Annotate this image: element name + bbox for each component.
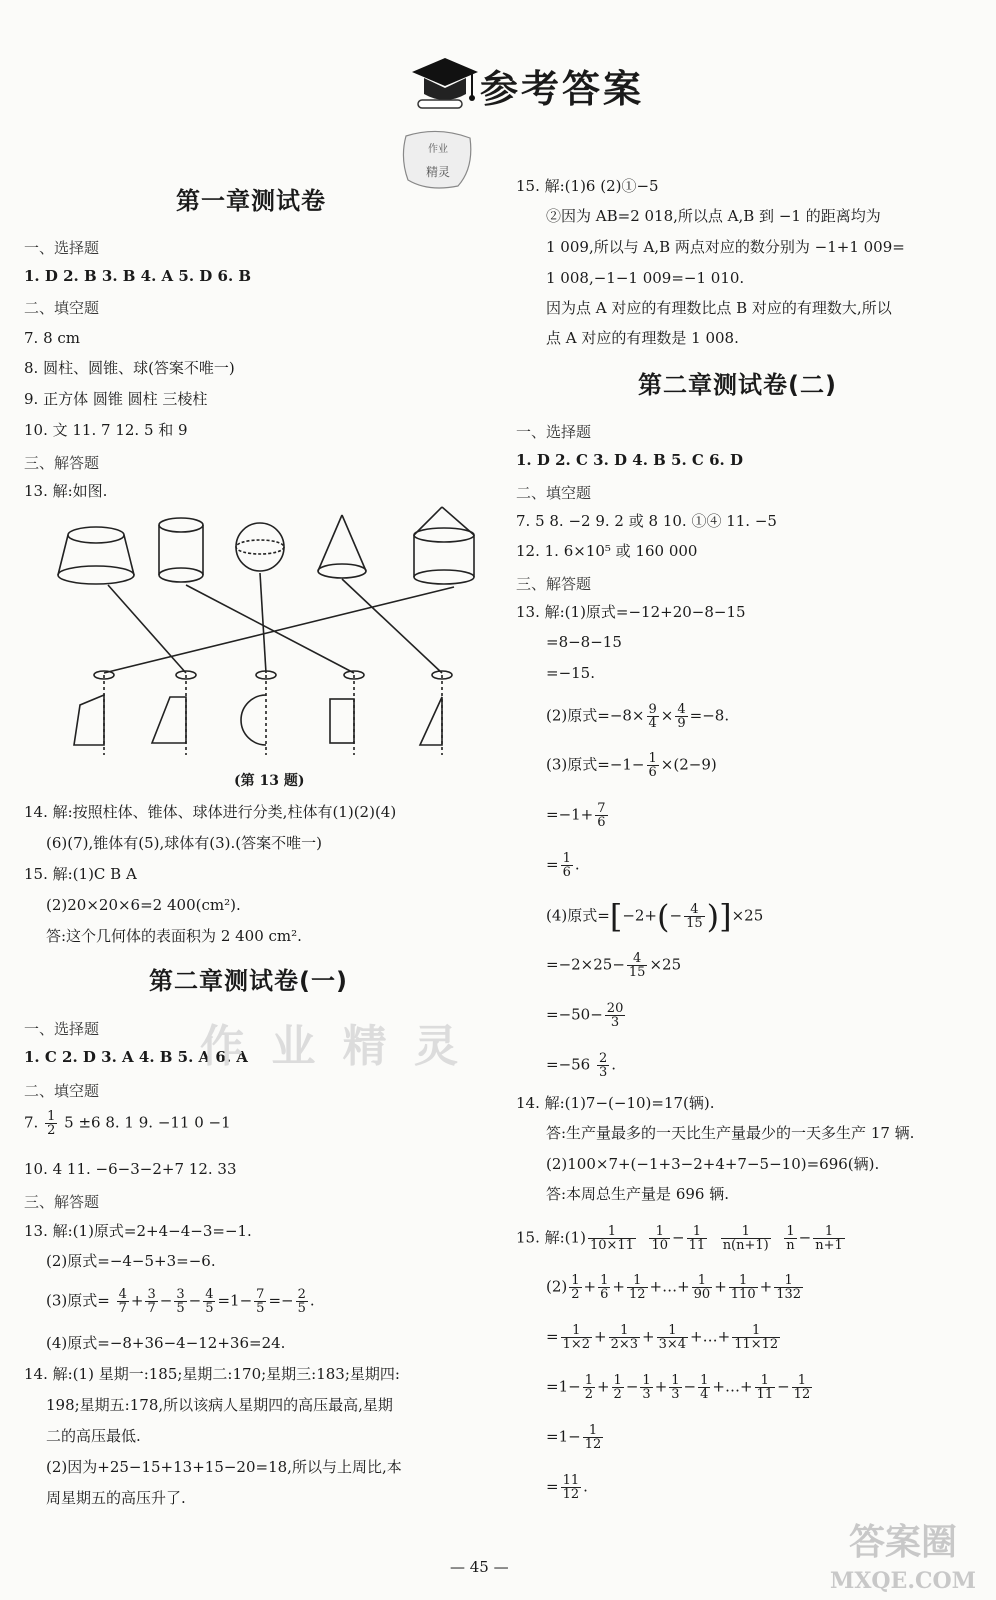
answer-line: 14. 解:(1) 星期一:185;星期二:170;星期三:183;星期四: bbox=[24, 1365, 400, 1383]
answer-line: 答:生产量最多的一天比生产量最少的一天多生产 17 辆. bbox=[546, 1124, 915, 1142]
page-header bbox=[410, 50, 670, 120]
answer-line: 1. D 2. B 3. B 4. A 5. D 6. B bbox=[24, 267, 252, 285]
answer-line: 7. 5 8. −2 9. 2 或 8 10. ①④ 11. −5 bbox=[516, 512, 777, 530]
svg-text:精灵: 精灵 bbox=[425, 165, 451, 179]
answer-line: 8. 圆柱、圆锥、球(答案不唯一) bbox=[24, 359, 235, 377]
answer-line: =−15. bbox=[546, 664, 595, 682]
answer-line: =1− $\frac{1}{2}$ + $\frac{1}{2}$ − $\frac{1}{3}$ + $\frac{1}{3}$ − $\frac{1}{4}$ +…+ $\frac{1}{11}$ − $\frac{1}{12}$ bbox=[546, 1373, 811, 1402]
section-choice: 一、选择题 bbox=[516, 423, 592, 441]
answer-line: 15. 解:(1)6 (2)①−5 bbox=[516, 177, 659, 195]
answer-line: 7. $\frac{1}{2}$ 5 ±6 8. 1 9. −11 0 −1 bbox=[24, 1109, 231, 1138]
stamp-logo bbox=[398, 128, 478, 192]
section-solve: 三、解答题 bbox=[516, 575, 592, 593]
answer-line: = $\frac{11}{12}$ . bbox=[546, 1473, 588, 1502]
answer-line: (4)原式=−8+36−4−12+36=24. bbox=[46, 1334, 286, 1352]
svg-text:MXQE.COM: MXQE.COM bbox=[829, 1568, 977, 1594]
graduation-cap-icon bbox=[410, 54, 480, 114]
section-fill: 二、填空题 bbox=[24, 1082, 100, 1100]
chapter2b-title: 第二章测试卷(二) bbox=[638, 371, 837, 399]
answer-line: 9. 正方体 圆锥 圆柱 三棱柱 bbox=[24, 390, 208, 408]
answer-line: 14. 解:(1)7−(−10)=17(辆). bbox=[516, 1094, 715, 1112]
answer-line: 答:本周总生产量是 696 辆. bbox=[546, 1185, 729, 1203]
section-choice: 一、选择题 bbox=[24, 1020, 100, 1038]
answer-line: 13. 解:(1)原式=2+4−4−3=−1. bbox=[24, 1222, 252, 1240]
answer-line: (2) $\frac{1}{2}$ + $\frac{1}{6}$ + $\frac{1}{12}$ +…+ $\frac{1}{90}$ + $\frac{1}{110}$ + $\frac{1}{132}$ bbox=[546, 1273, 802, 1302]
answer-line: =−50− $\frac{20}{3}$ bbox=[546, 1001, 624, 1030]
watermark-logo bbox=[818, 1510, 988, 1598]
answer-line: (2)原式=−4−5+3=−6. bbox=[46, 1252, 216, 1270]
svg-text:答案圈: 答案圈 bbox=[848, 1521, 958, 1563]
answer-line: 二的高压最低. bbox=[46, 1427, 141, 1445]
q13-figure bbox=[24, 505, 494, 760]
figure-caption: (第 13 题) bbox=[234, 773, 305, 789]
answer-line: 13. 解:如图. bbox=[24, 482, 108, 500]
answer-line: (6)(7),锥体有(5),球体有(3).(答案不唯一) bbox=[46, 834, 322, 852]
answer-line: 15. 解:(1)C B A bbox=[24, 865, 137, 883]
answer-line: = $\frac{1}{6}$ . bbox=[546, 851, 580, 880]
answer-line: 13. 解:(1)原式=−12+20−8−15 bbox=[516, 603, 746, 621]
answer-line: (2)因为+25−15+13+15−20=18,所以与上周比,本 bbox=[46, 1458, 402, 1476]
answer-line: 198;星期五:178,所以该病人星期四的高压最高,星期 bbox=[46, 1396, 393, 1414]
answer-line: 14. 解:按照柱体、锥体、球体进行分类,柱体有(1)(2)(4) bbox=[24, 803, 397, 821]
answer-line: =1− $\frac{1}{12}$ bbox=[546, 1423, 602, 1452]
answer-line: 1. D 2. C 3. D 4. B 5. C 6. D bbox=[516, 451, 743, 469]
answer-line: 点 A 对应的有理数是 1 008. bbox=[546, 329, 739, 347]
chapter2a-title: 第二章测试卷(一) bbox=[149, 967, 348, 995]
section-solve: 三、解答题 bbox=[24, 454, 100, 472]
page-number: — 45 — bbox=[450, 1558, 509, 1576]
answer-line: 10. 4 11. −6−3−2+7 12. 33 bbox=[24, 1160, 237, 1178]
answer-line: =−1+ $\frac{7}{6}$ bbox=[546, 801, 606, 830]
chapter1-title: 第一章测试卷 bbox=[176, 187, 326, 215]
svg-text:作业: 作业 bbox=[428, 144, 448, 155]
section-solve: 三、解答题 bbox=[24, 1193, 100, 1211]
answer-line: (4)原式=[−2+(− $\frac{4}{15}$ )]×25 bbox=[546, 897, 764, 936]
answer-line: =8−8−15 bbox=[546, 633, 622, 651]
answer-line: 10. 文 11. 7 12. 5 和 9 bbox=[24, 421, 188, 439]
answer-line: 1. C 2. D 3. A 4. B 5. A 6. A bbox=[24, 1048, 248, 1066]
answer-line: 15. 解:(1) $\frac{1}{10\times 11}$ $\frac{1}{10}$ − $\frac{1}{11}$ $\frac{1}{n(n+1)}$ $\frac{1}{n}$ − $\frac{1}{n+1}$ bbox=[516, 1224, 843, 1253]
section-fill: 二、填空题 bbox=[24, 299, 100, 317]
answer-line: 因为点 A 对应的有理数比点 B 对应的有理数大,所以 bbox=[546, 299, 892, 317]
answer-line: 答:这个几何体的表面积为 2 400 cm². bbox=[46, 927, 302, 945]
page-title: 参考答案 bbox=[480, 67, 645, 111]
answer-line: 1 008,−1−1 009=−1 010. bbox=[546, 269, 745, 287]
section-choice: 一、选择题 bbox=[24, 239, 100, 257]
watermark-text: 作 业 精 灵 bbox=[200, 1021, 464, 1072]
answer-line: 周星期五的高压升了. bbox=[46, 1489, 186, 1507]
answer-line: (2)20×20×6=2 400(cm²). bbox=[46, 896, 241, 914]
answer-line: ②因为 AB=2 018,所以点 A,B 到 −1 的距离均为 bbox=[546, 207, 881, 225]
answer-line: 1 009,所以与 A,B 两点对应的数分别为 −1+1 009= bbox=[546, 238, 905, 256]
answer-line: (2)原式=−8× $\frac{9}{4}$ × $\frac{4}{9}$ =−8. bbox=[546, 702, 730, 731]
section-fill: 二、填空题 bbox=[516, 484, 592, 502]
answer-line: 7. 8 cm bbox=[24, 329, 81, 347]
answer-line: =−56 $\frac{2}{3}$ . bbox=[546, 1051, 617, 1080]
answer-line: = $\frac{1}{1\times 2}$ + $\frac{1}{2\times 3}$ + $\frac{1}{3\times 4}$ +…+ $\frac{1}{11\times 12}$ bbox=[546, 1323, 779, 1352]
answer-line: 12. 1. 6×10⁵ 或 160 000 bbox=[516, 542, 698, 560]
answer-line: (3)原式=−1− $\frac{1}{6}$ ×(2−9) bbox=[546, 751, 717, 780]
answer-line: (3)原式= $\frac{4}{7}$ + $\frac{3}{7}$ − $\frac{3}{5}$ − $\frac{4}{5}$ =1− $\frac{7}{5}$ =− $\frac{2}{5}$ . bbox=[46, 1287, 315, 1316]
answer-line: (2)100×7+(−1+3−2+4+7−5−10)=696(辆). bbox=[546, 1155, 880, 1173]
answer-line: =−2×25− $\frac{4}{15}$ ×25 bbox=[546, 951, 682, 980]
